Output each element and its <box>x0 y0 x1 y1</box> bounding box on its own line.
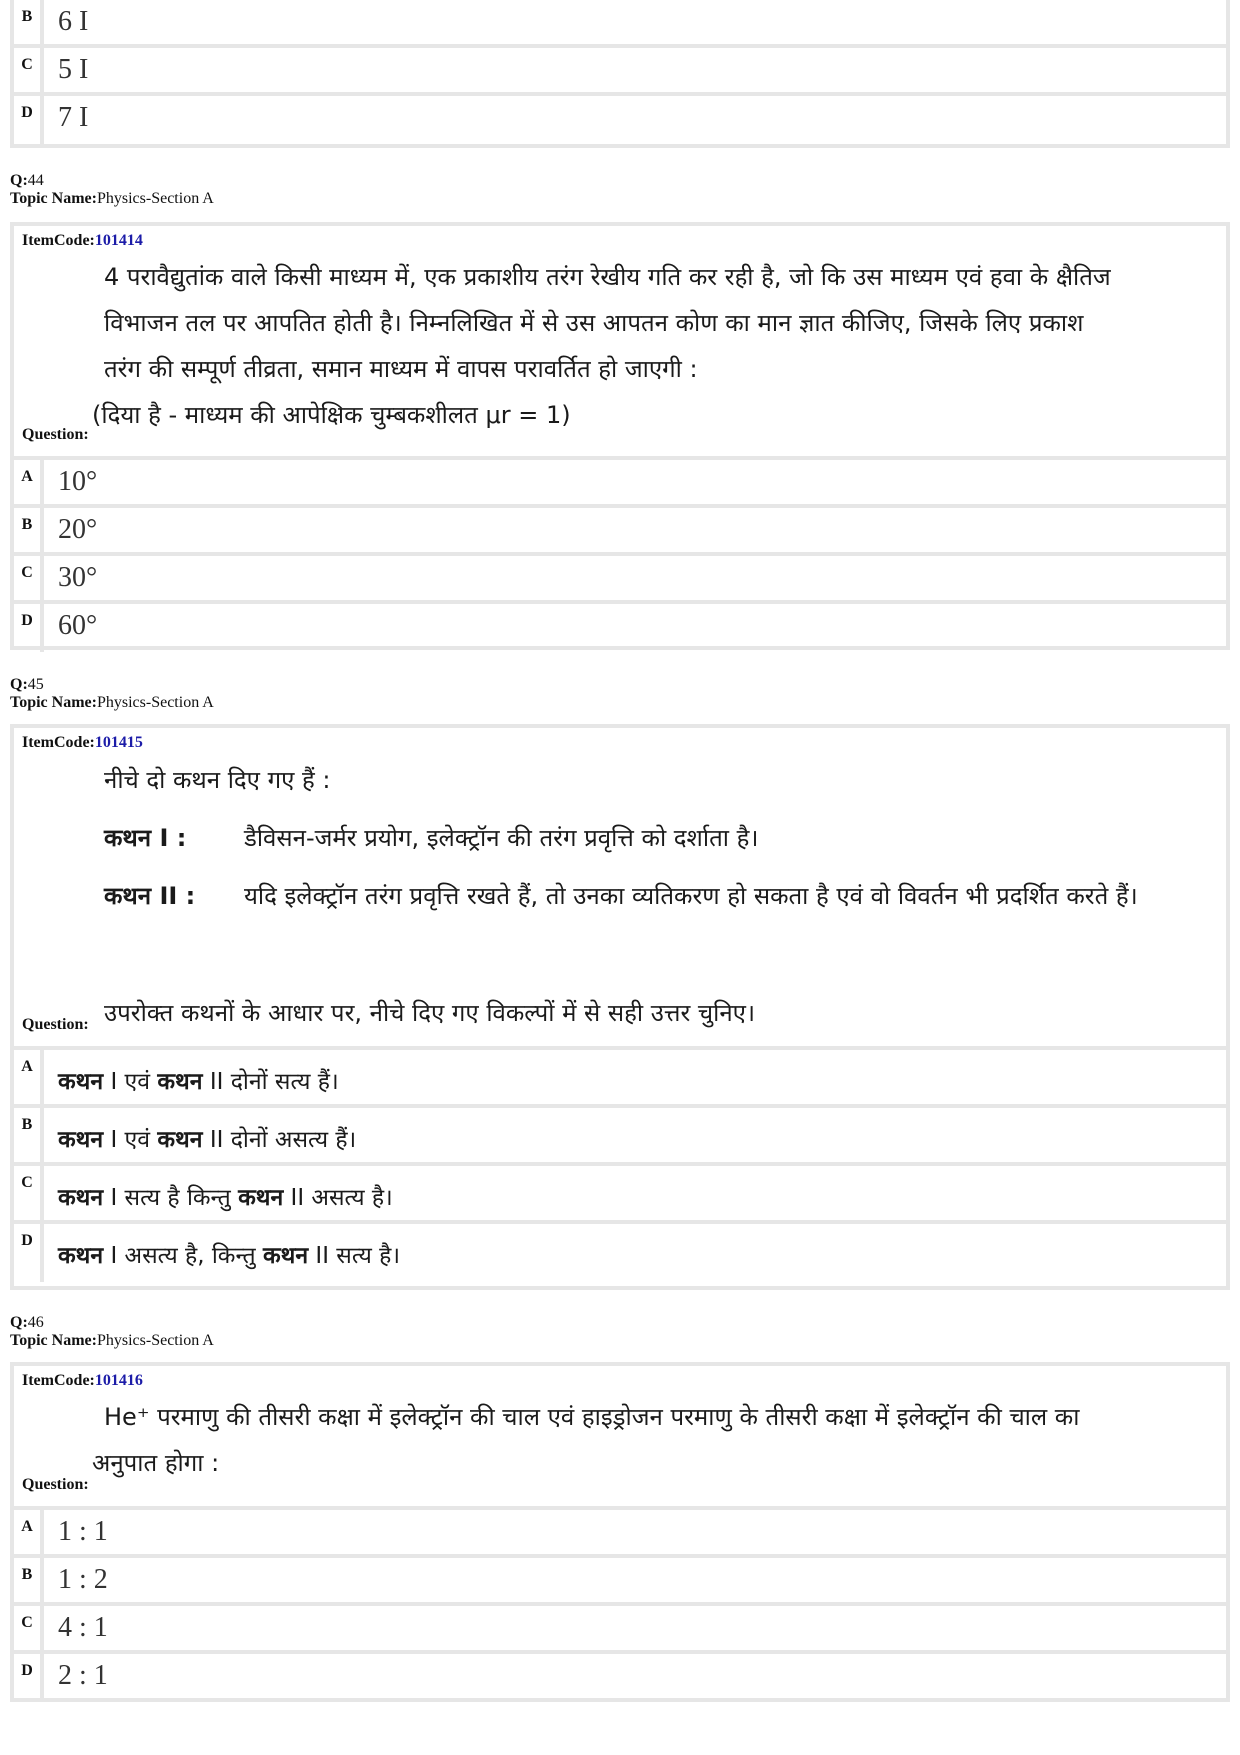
option-a[interactable] <box>14 1050 1226 1108</box>
option-letter: B <box>14 1108 44 1162</box>
question-line: विभाजन तल पर आपतित होती है। निम्नलिखित में से उस आपतन कोण का मान ज्ञात कीजिए, जिसके लिए प्रकाश <box>104 309 1084 337</box>
option-letter: B <box>14 1558 44 1602</box>
question-block <box>10 724 1230 1290</box>
option-letter: D <box>14 96 44 144</box>
option-b[interactable] <box>14 1108 1226 1166</box>
question-line: अनुपात होगा : <box>92 1449 220 1477</box>
option-a[interactable] <box>14 460 1226 508</box>
question-label: Question: <box>22 1016 89 1033</box>
question-box <box>14 728 1226 1050</box>
q-prefix: Q: <box>10 676 28 693</box>
option-letter: D <box>14 604 44 652</box>
statement-text: यदि इलेक्ट्रॉन तरंग प्रवृत्ति रखते हैं, तो उनका व्यतिकरण हो सकता है एवं वो विवर्तन भी प्रदर्शित करते हैं। <box>244 882 1138 910</box>
option-value: 1 : 1 <box>58 1516 108 1547</box>
itemcode-prefix: ItemCode: <box>22 232 95 249</box>
itemcode-value: 101415 <box>94 734 143 751</box>
question-number: 46 <box>27 1314 44 1331</box>
statement-2 <box>104 874 1214 918</box>
option-letter: C <box>14 556 44 600</box>
topic-prefix: Topic Name: <box>10 1332 97 1349</box>
item-code <box>22 734 143 752</box>
option-value: कथन I असत्य है, किन्तु कथन II सत्य है। <box>58 1243 401 1269</box>
itemcode-value: 101414 <box>94 232 143 249</box>
option-letter: A <box>14 1510 44 1554</box>
option-b[interactable] <box>14 1558 1226 1606</box>
option-value: कथन I सत्य है किन्तु कथन II असत्य है। <box>58 1185 393 1211</box>
option-c[interactable] <box>14 1606 1226 1654</box>
option-value: 10° <box>58 466 98 497</box>
option-b[interactable] <box>14 0 1226 48</box>
statement-intro: नीचे दो कथन दिए गए हैं : <box>104 766 331 794</box>
question-line: 4 परावैद्युतांक वाले किसी माध्यम में, एक प्रकाशीय तरंग रेखीय गति कर रही है, जो कि उस माध्यम एवं हवा के क्षैतिज <box>104 263 1111 291</box>
item-code <box>22 1372 143 1390</box>
question-line: (दिया है - माध्यम की आपेक्षिक चुम्बकशीलत μr = 1) <box>92 401 571 429</box>
option-b[interactable] <box>14 508 1226 556</box>
option-c[interactable] <box>14 1166 1226 1224</box>
option-letter: B <box>14 0 44 44</box>
statement-label: कथन II : <box>104 882 196 910</box>
option-c[interactable] <box>14 48 1226 96</box>
statement-1 <box>104 816 1214 860</box>
question-text <box>104 758 1214 918</box>
option-d[interactable] <box>14 1224 1226 1282</box>
question-box <box>14 226 1226 460</box>
topic-name: Physics-Section A <box>96 190 214 207</box>
statement-text: डैविसन-जर्मर प्रयोग, इलेक्ट्रॉन की तरंग प्रवृत्ति को दर्शाता है। <box>244 824 759 852</box>
question-number: 44 <box>27 172 44 189</box>
option-letter: D <box>14 1654 44 1702</box>
question-label: Question: <box>22 426 89 443</box>
option-value: 30° <box>58 562 98 593</box>
question-ask: उपरोक्त कथनों के आधार पर, नीचे दिए गए विकल्पों में से सही उत्तर चुनिए। <box>104 999 756 1027</box>
question-header <box>10 676 214 712</box>
option-value: 4 : 1 <box>58 1612 108 1643</box>
q-prefix: Q: <box>10 172 28 189</box>
option-value: कथन I एवं कथन II दोनों सत्य हैं। <box>58 1069 339 1095</box>
option-value: 7 I <box>58 102 89 133</box>
question-header <box>10 1314 214 1350</box>
prev-question-options <box>10 0 1230 148</box>
question-block <box>10 1362 1230 1702</box>
option-value: 5 I <box>58 54 89 85</box>
question-label: Question: <box>22 1476 89 1493</box>
question-box <box>14 1366 1226 1510</box>
topic-prefix: Topic Name: <box>10 190 97 207</box>
topic-name: Physics-Section A <box>96 694 214 711</box>
option-d[interactable] <box>14 96 1226 144</box>
option-letter: C <box>14 1166 44 1220</box>
topic-prefix: Topic Name: <box>10 694 97 711</box>
option-d[interactable] <box>14 604 1226 652</box>
option-letter: B <box>14 508 44 552</box>
option-c[interactable] <box>14 556 1226 604</box>
option-value: कथन I एवं कथन II दोनों असत्य हैं। <box>58 1127 357 1153</box>
topic-name: Physics-Section A <box>96 1332 214 1349</box>
option-letter: C <box>14 48 44 92</box>
option-value: 6 I <box>58 6 89 37</box>
question-number: 45 <box>27 676 44 693</box>
option-value: 1 : 2 <box>58 1564 108 1595</box>
item-code <box>22 232 143 250</box>
option-letter: A <box>14 1050 44 1104</box>
question-line: He⁺ परमाणु की तीसरी कक्षा में इलेक्ट्रॉन की चाल एवं हाइड्रोजन परमाणु के तीसरी कक्षा में इलेक्ट्रॉन की चाल का <box>104 1403 1080 1431</box>
option-d[interactable] <box>14 1654 1226 1702</box>
option-value: 60° <box>58 610 98 641</box>
option-letter: A <box>14 460 44 504</box>
question-text <box>92 254 1214 438</box>
option-value: 2 : 1 <box>58 1660 108 1691</box>
option-letter: C <box>14 1606 44 1650</box>
option-value: 20° <box>58 514 98 545</box>
option-letter: D <box>14 1224 44 1282</box>
question-header <box>10 172 214 208</box>
itemcode-prefix: ItemCode: <box>22 1372 95 1389</box>
question-line: तरंग की सम्पूर्ण तीव्रता, समान माध्यम में वापस परावर्तित हो जाएगी : <box>104 355 698 383</box>
itemcode-value: 101416 <box>94 1372 143 1389</box>
question-block <box>10 222 1230 650</box>
option-a[interactable] <box>14 1510 1226 1558</box>
q-prefix: Q: <box>10 1314 28 1331</box>
question-text <box>92 1394 1214 1486</box>
itemcode-prefix: ItemCode: <box>22 734 95 751</box>
statement-label: कथन I : <box>104 824 187 852</box>
